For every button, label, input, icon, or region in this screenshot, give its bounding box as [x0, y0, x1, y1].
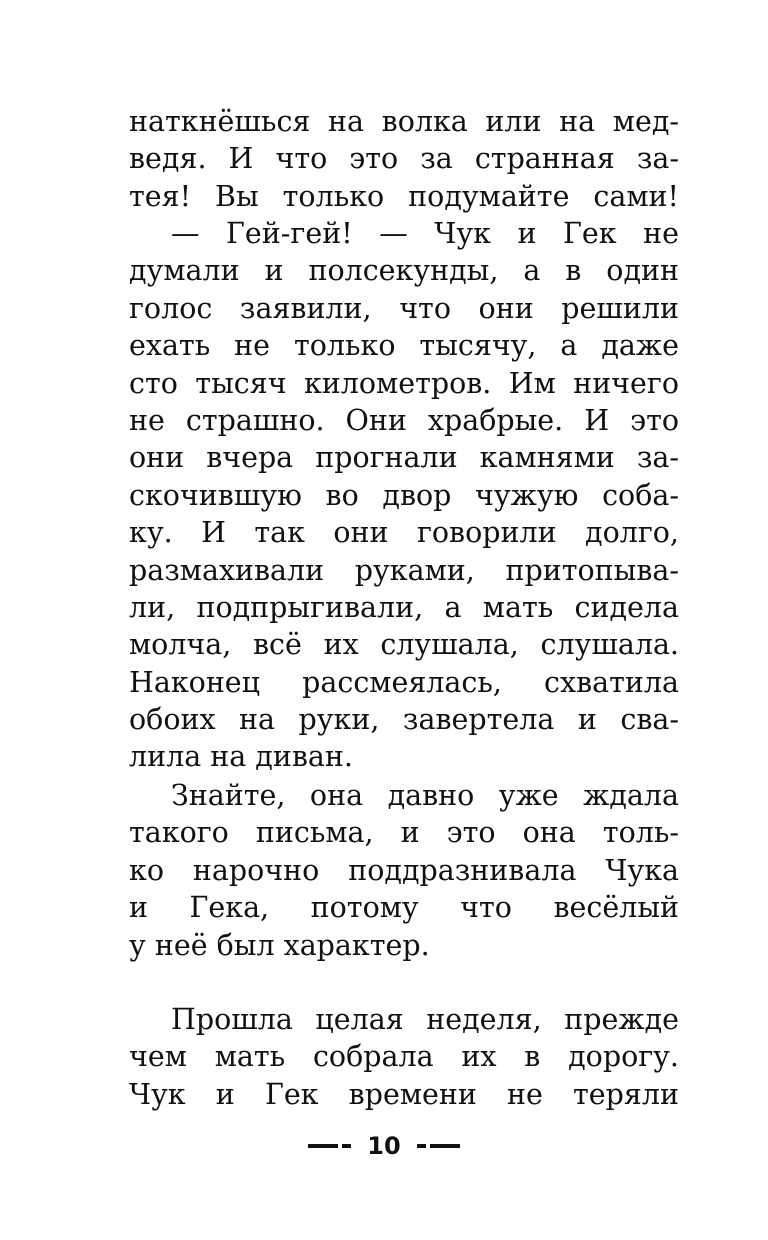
dash-decoration: [342, 1144, 351, 1148]
text-line: сто тысяч километров. Им ничего: [129, 366, 679, 400]
dash-decoration: [430, 1144, 460, 1148]
dash-decoration: [417, 1144, 426, 1148]
text-line: и Гека, потому что весёлый: [129, 891, 679, 925]
text-line: наткнёшься на волка или на мед-: [129, 105, 679, 138]
text-line: чем мать собрала их в дорогу.: [129, 1040, 679, 1074]
text-line: ли, подпрыгивали, а мать сидела: [129, 590, 679, 624]
text-line: голос заявили, что они решили: [129, 291, 679, 325]
text-line: скочившую во двор чужую соба-: [129, 478, 679, 512]
paragraph-4: [129, 1001, 679, 1113]
text-line: у неё был характер.: [129, 928, 430, 962]
text-line: Чук и Гек времени не теряли: [129, 1077, 679, 1111]
text-line: ку. И так они говорили долго,: [129, 516, 679, 550]
text-line: ведя. И что это за странная за-: [129, 142, 679, 176]
left-dash-ornament: [308, 1144, 351, 1148]
text-line: размахивали руками, притопыва-: [129, 553, 679, 587]
paragraph-1: [129, 103, 679, 215]
text-line: не страшно. Они храбрые. И это: [129, 403, 679, 437]
text-line: Прошла целая неделя, прежде: [171, 1003, 679, 1036]
text-line: обоих на руки, завертела и сва-: [129, 703, 679, 737]
text-line: думали и полсекунды, а в один: [129, 254, 679, 288]
text-line: — Гей-гей! — Чук и Гек не: [171, 217, 679, 250]
text-line: тея! Вы только подумайте сами!: [129, 179, 679, 213]
right-dash-ornament: [417, 1144, 460, 1148]
page-footer: [0, 1128, 768, 1164]
paragraph-2: [129, 215, 679, 776]
dash-decoration: [308, 1144, 338, 1148]
page-number: 10: [367, 1132, 401, 1160]
text-line: молча, всё их слушала, слушала.: [129, 628, 679, 662]
text-line: Наконец рассмеялась, схватила: [129, 665, 679, 699]
text-line: ко нарочно поддразнивала Чука: [129, 853, 679, 887]
text-line: такого письма, и это она толь-: [129, 816, 679, 850]
text-line: лила на диван.: [129, 740, 353, 774]
paragraph-3: [129, 777, 679, 964]
text-line: ехать не только тысячу, а даже: [129, 329, 679, 363]
text-line: Знайте, она давно уже ждала: [171, 779, 679, 812]
text-line: они вчера прогнали камнями за-: [129, 441, 679, 475]
